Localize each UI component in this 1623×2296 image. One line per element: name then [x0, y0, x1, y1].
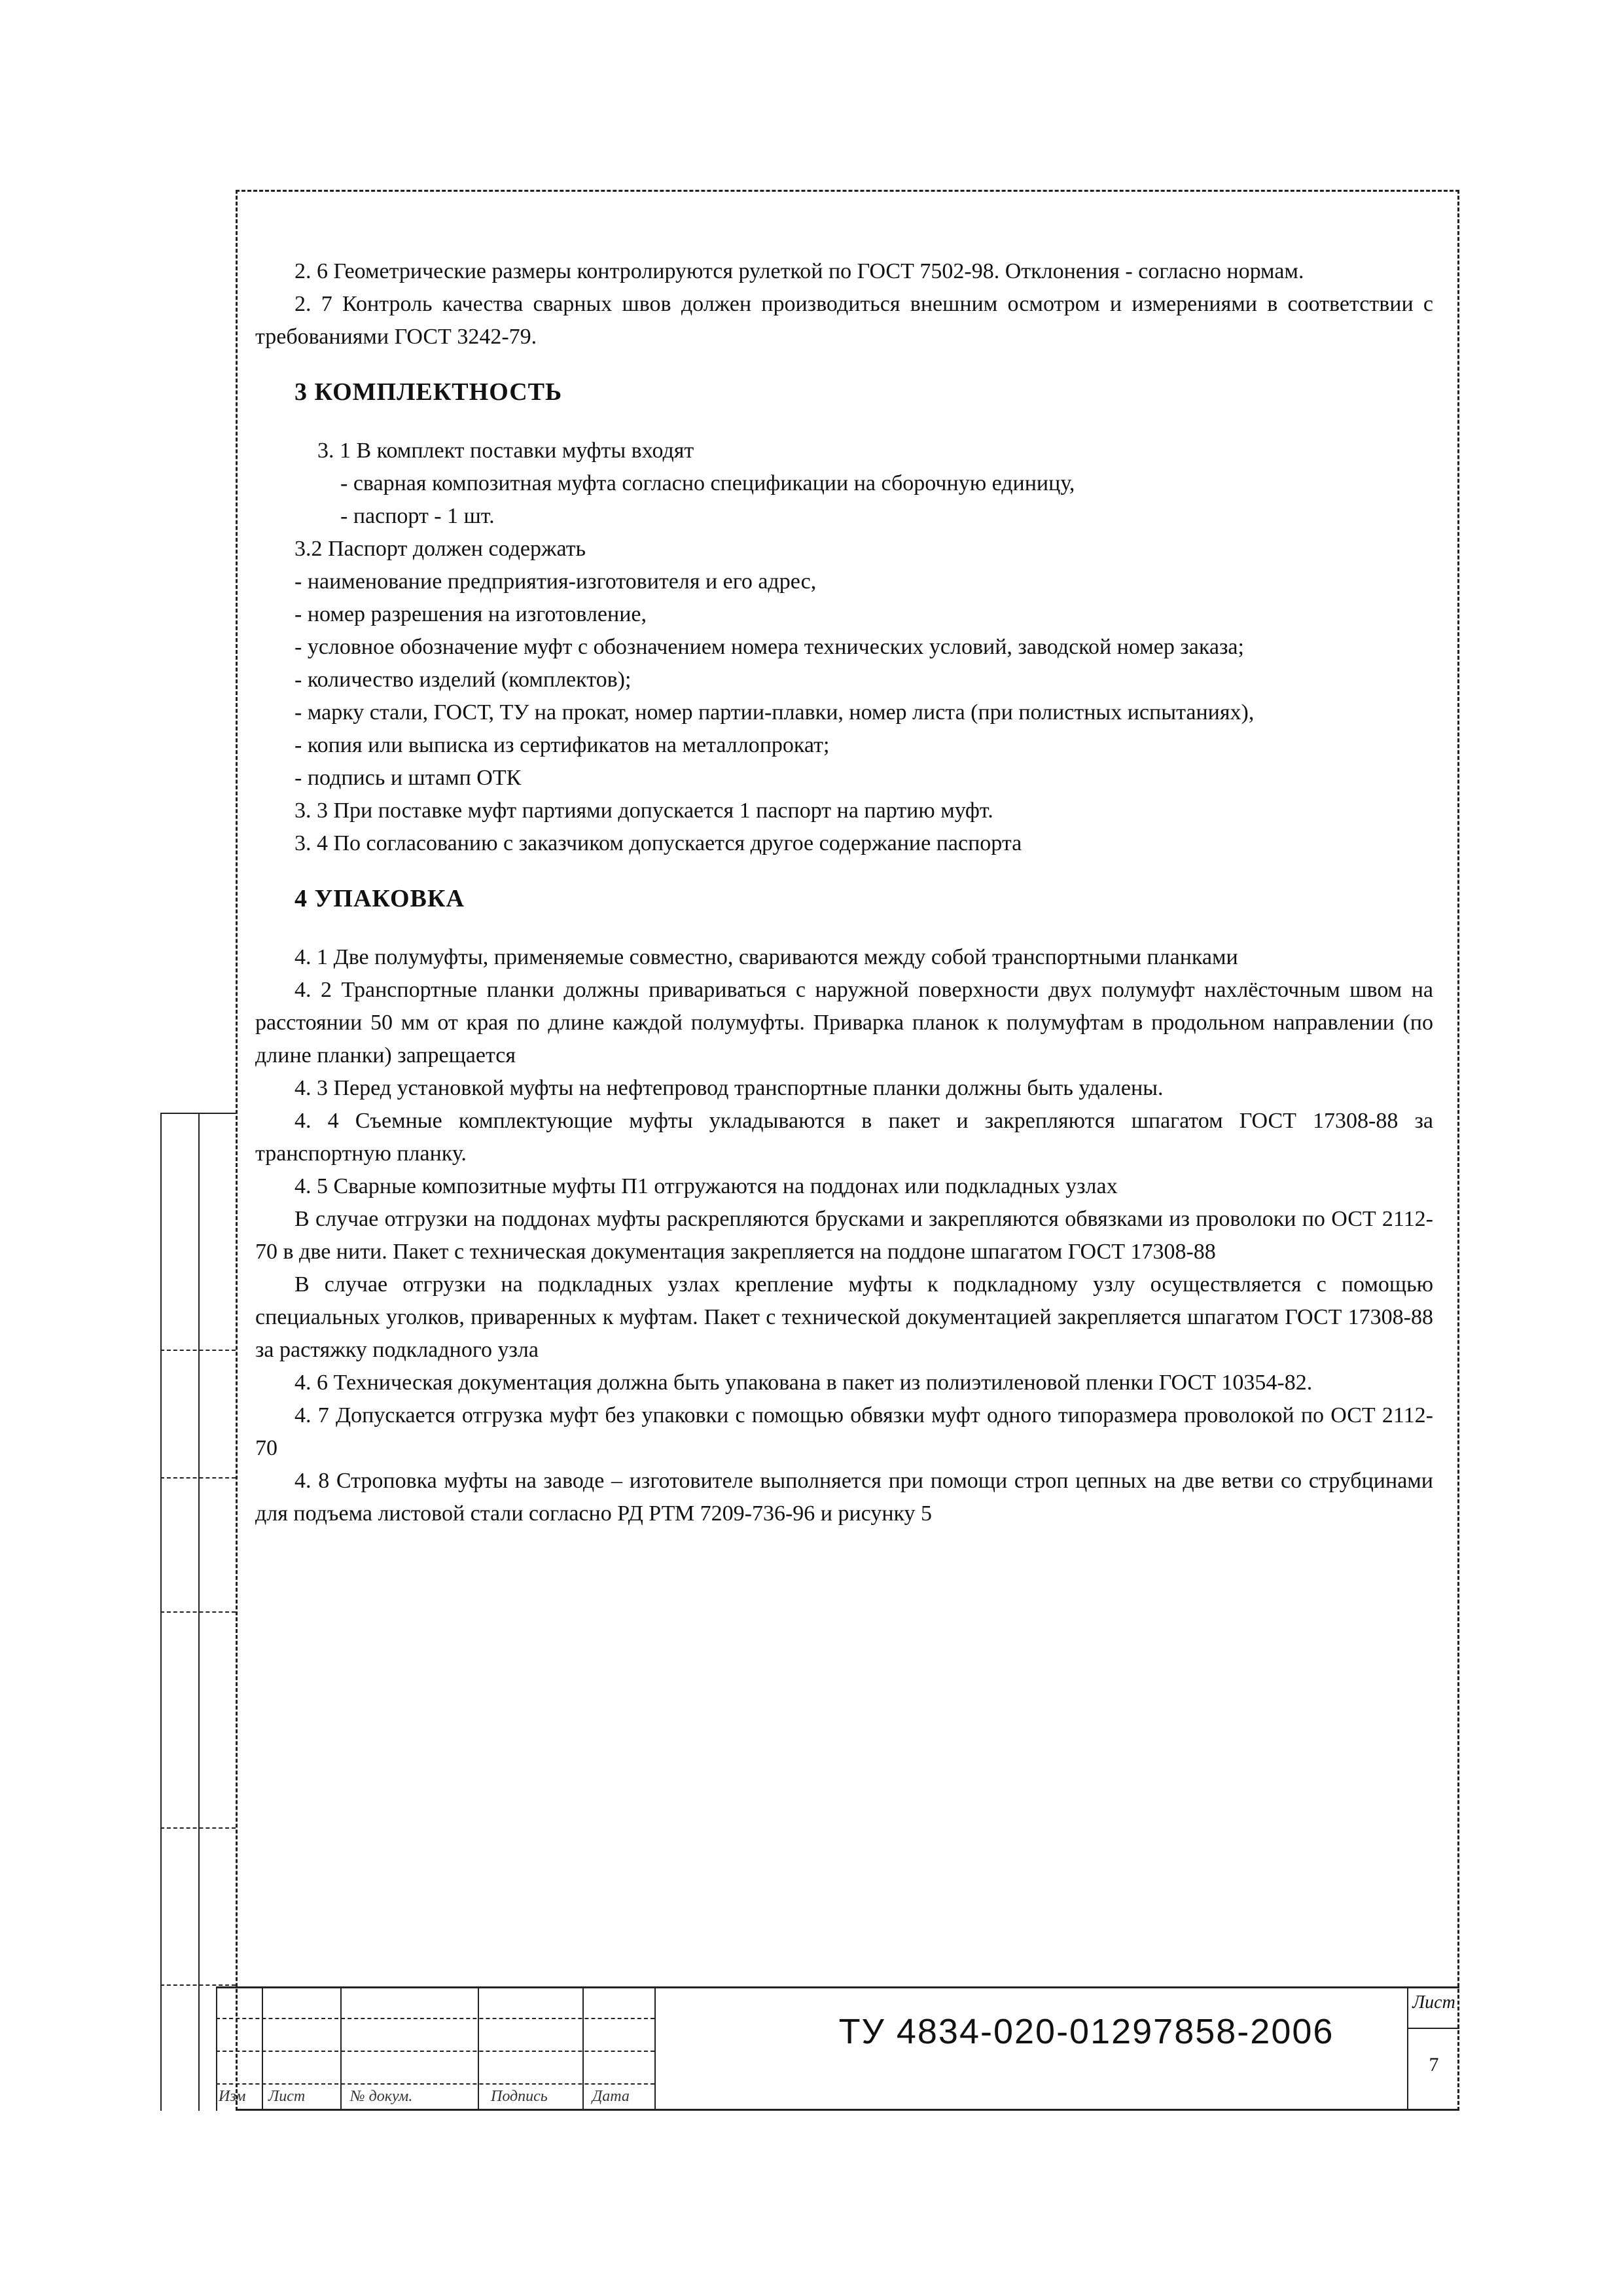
binding-strip-line [160, 1350, 236, 1351]
title-block-line [340, 1988, 342, 2111]
list-item: - подпись и штамп ОТК [294, 766, 522, 790]
section-3-heading: 3 КОМПЛЕКТНОСТЬ [294, 378, 563, 406]
paragraph-4-1: 4. 1 Две полумуфты, применяемые совместно, свариваются между собой транспортными планками [294, 945, 1238, 969]
paragraph-4-6: 4. 6 Техническая документация должна быть упакована в пакет из полиэтиленовой пленки ГОСТ 10354-82. [294, 1371, 1313, 1395]
binding-strip [160, 1113, 236, 2111]
col-label-doc-number: № докум. [350, 2088, 413, 2105]
paragraph-4-4: 4. 4 Съемные комплектующие муфты укладываются в пакет и закрепляются шпагатом ГОСТ 17308-88 за транспортную планку. [255, 1109, 1433, 1166]
title-block-line [654, 1988, 656, 2111]
paragraph-4-3: 4. 3 Перед установкой муфты на нефтепровод транспортные планки должны быть удалены. [294, 1076, 1164, 1100]
list-item: - марку стали, ГОСТ, ТУ на прокат, номер партии-плавки, номер листа (при полистных испытаниях), [294, 700, 1255, 725]
list-item: - сварная композитная муфта согласно спецификации на сборочную единицу, [340, 471, 1075, 495]
paragraph-4-8: 4. 8 Строповка муфты на заводе – изготовителе выполняется при помощи строп цепных на две ветви со струбцинами для подъема листовой стали согласно РД РТМ 7209-736-96 и рисунку 5 [255, 1469, 1433, 1526]
col-label-sheet: Лист [268, 2088, 306, 2105]
title-block-line [216, 2083, 654, 2085]
paragraph-2-6: 2. 6 Геометрические размеры контролируются рулеткой по ГОСТ 7502-98. Отклонения - согласно нормам. [294, 259, 1304, 283]
col-label-signature: Подпись [491, 2088, 548, 2105]
binding-strip-line [160, 1827, 236, 1829]
binding-strip-line [160, 1611, 236, 1613]
binding-strip-line [160, 1984, 236, 1986]
paragraph-3-1: 3. 1 В комплект поставки муфты входят [317, 439, 694, 463]
title-block-line [216, 2051, 654, 2052]
list-item: - копия или выписка из сертификатов на металлопрокат; [294, 733, 830, 757]
document-code: ТУ 4834-020-01297858-2006 [838, 2012, 1334, 2051]
binding-strip-line [160, 1477, 236, 1479]
title-block-line [582, 1988, 584, 2111]
title-block-line [262, 1988, 263, 2111]
document-body [255, 255, 1433, 1530]
list-item: - наименование предприятия-изготовителя и его адрес, [294, 569, 817, 594]
list-item: - количество изделий (комплектов); [294, 668, 632, 692]
paragraph-2-7: 2. 7 Контроль качества сварных швов должен производиться внешним осмотром и измерениями в соответствии с требованиями ГОСТ 3242-79. [255, 292, 1433, 349]
paragraph-3-2: 3.2 Паспорт должен содержать [294, 537, 586, 561]
list-item: - условное обозначение муфт с обозначением номера технических условий, заводской номер заказа; [294, 635, 1244, 659]
section-4-heading: 4 УПАКОВКА [294, 885, 465, 912]
list-item: - номер разрешения на изготовление, [294, 602, 647, 626]
title-block-line [478, 1988, 479, 2111]
paragraph-4-2: 4. 2 Транспортные планки должны привариваться с наружной поверхности двух полумуфт нахлёсточным швом на расстоянии 50 мм от края по длине каждой полумуфты. Приварка планок к полумуфтам в продольном направлении (по длине планки) запрещается [255, 978, 1433, 1067]
list-item: - паспорт - 1 шт. [340, 504, 495, 528]
title-block [216, 1986, 1459, 2111]
paragraph-4-7: 4. 7 Допускается отгрузка муфт без упаковки с помощью обвязки муфт одного типоразмера проволокой по ОСТ 2112-70 [255, 1403, 1433, 1460]
paragraph-4-5-a: В случае отгрузки на поддонах муфты раскрепляются брусками и закрепляются обвязками из проволоки по ОСТ 2112-70 в две нити. Пакет с техническая документация закрепляется на поддоне шпагатом ГОСТ 17308-88 [255, 1207, 1433, 1264]
title-block-line [216, 2018, 654, 2019]
title-block-line [1407, 2028, 1459, 2029]
sheet-number: 7 [1429, 2054, 1439, 2075]
col-label-date: Дата [592, 2088, 630, 2105]
paragraph-3-3: 3. 3 При поставке муфт партиями допускается 1 паспорт на партию муфт. [294, 798, 993, 823]
sheet-label: Лист [1412, 1992, 1455, 2013]
paragraph-4-5-b: В случае отгрузки на подкладных узлах крепление муфты к подкладному узлу осуществляется с помощью специальных уголков, приваренных к муфтам. Пакет с технической документацией закрепляется шпагатом ГОСТ 17308-88 за растяжку подкладного узла [255, 1272, 1433, 1362]
paragraph-3-4: 3. 4 По согласованию с заказчиком допускается другое содержание паспорта [294, 831, 1022, 855]
col-label-change: Изм [219, 2088, 246, 2105]
title-block-line [216, 1988, 217, 2111]
paragraph-4-5: 4. 5 Сварные композитные муфты П1 отгружаются на поддонах или подкладных узлах [294, 1174, 1118, 1198]
